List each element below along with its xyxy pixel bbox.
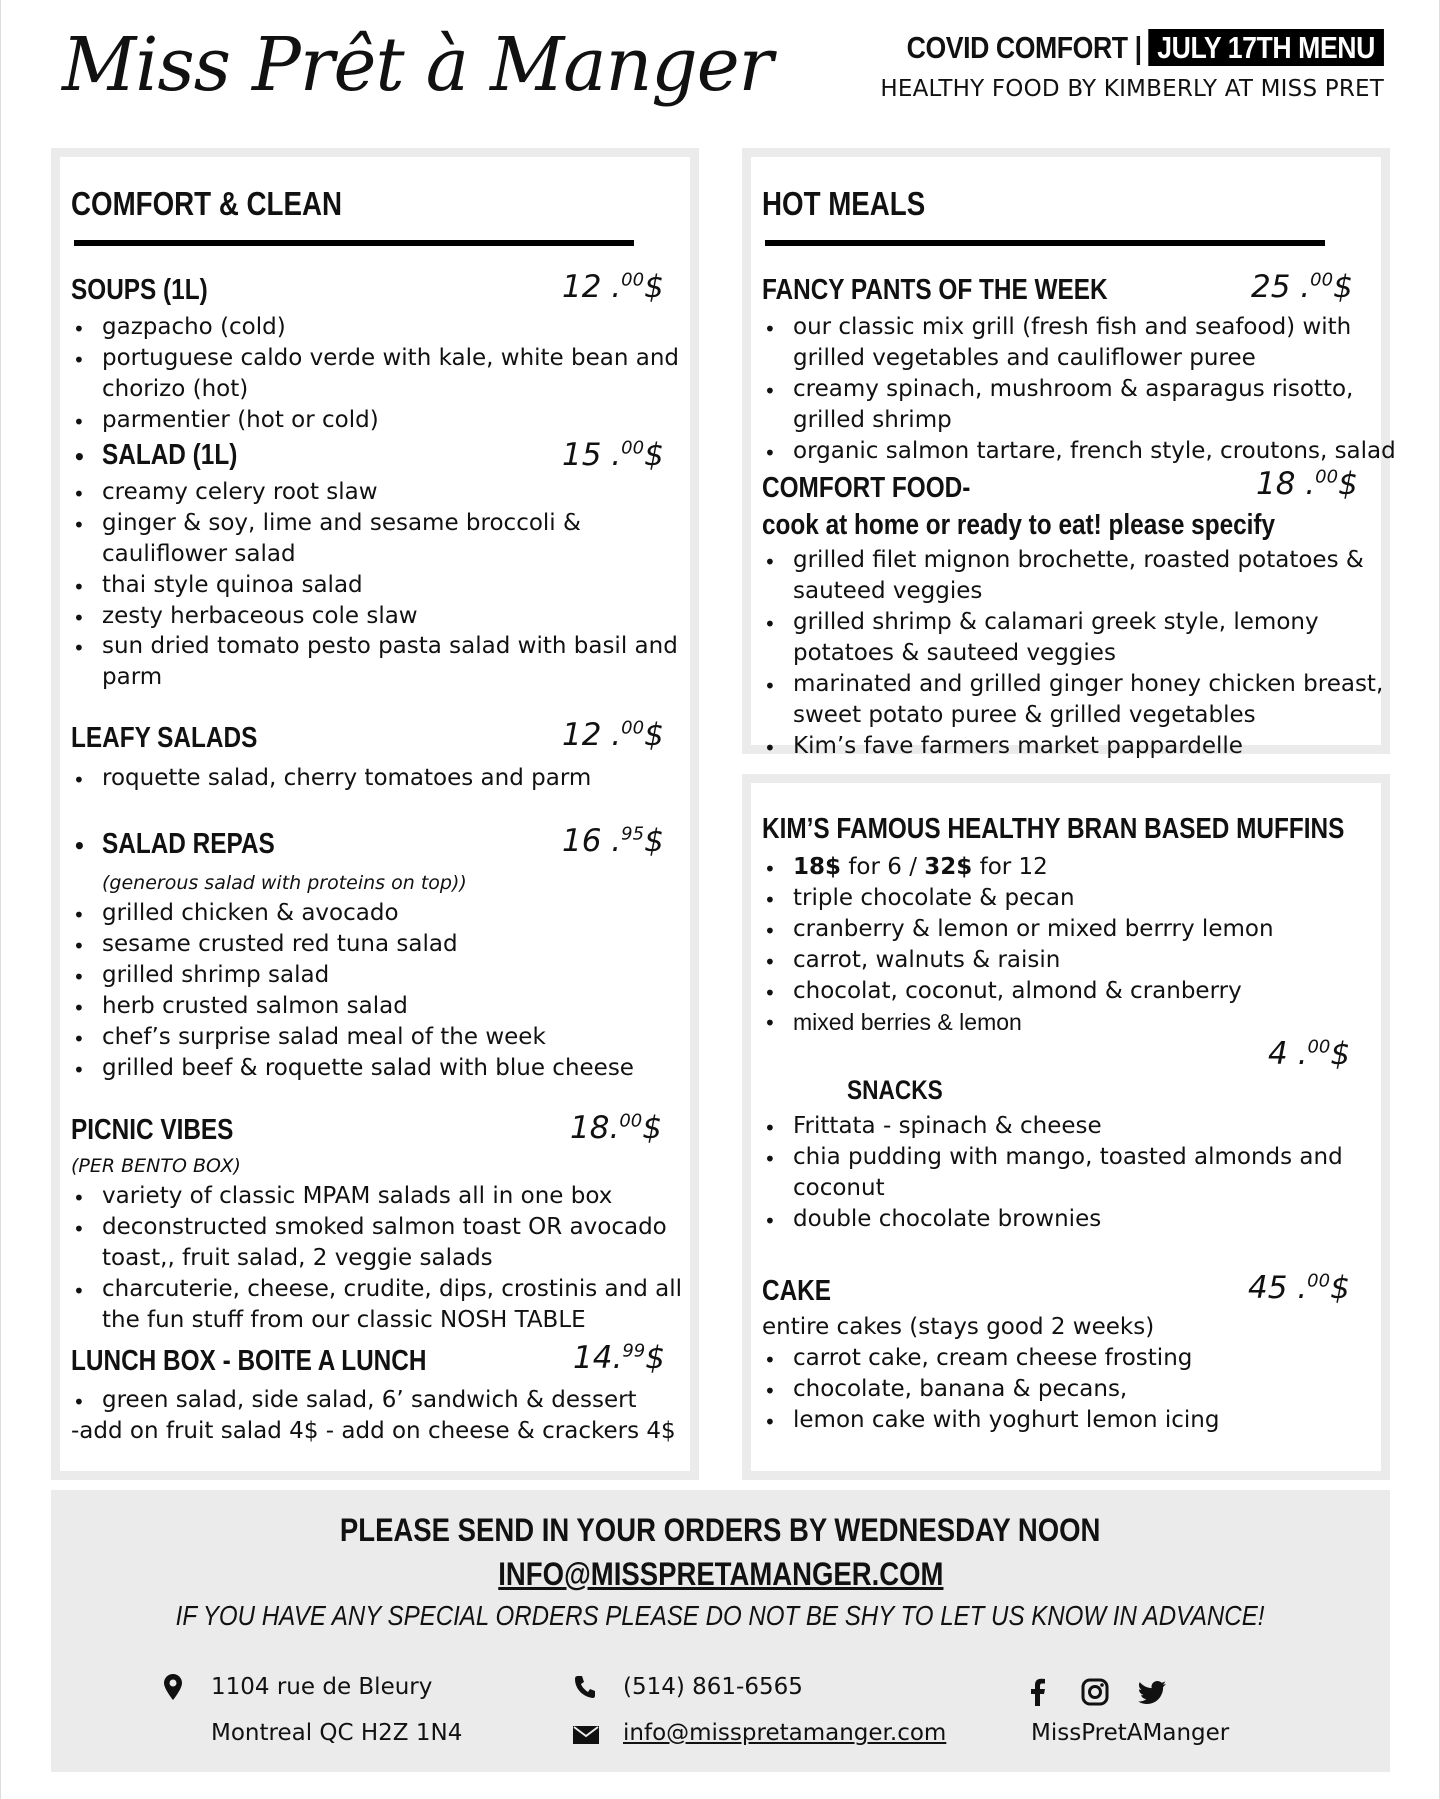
hot-meals-panel: HOT MEALS FANCY PANTS OF THE WEEK 25 .$^{00}$\$ • our classic mix grill (fresh fish and seafood) with grilled vegetables and cauliflower puree • creamy spinach, mushroom & asparagus risotto, grilled shrimp • organic salmon tartare, french style, croutons, salad COMFORT FOOD- 18 .$^{00}$\$ cook at home or ready to eat! please specify • grilled filet mignon brochette, roasted potatoes & sauteed veggies • grilled shrimp & calamari greek style, lemony potatoes & sauteed veggies • marinated and grilled ginger honey chicken breast, sweet potato puree & grilled vegetables • Kim’s fave farmers market pappardelle (742, 148, 1390, 754)
section-title-picnic: PICNIC VIBES (71, 1114, 234, 1146)
email-link[interactable]: info@misspretamanger.com (623, 1720, 947, 1746)
social-handle[interactable]: MissPretAManger (1031, 1720, 1230, 1746)
list-item: chocolate, banana & pecans, (793, 1376, 1128, 1402)
panel-title: COMFORT & CLEAN (71, 185, 343, 222)
price-snacks: 4 .$^{00}$\$ (1268, 1036, 1351, 1072)
list-item: grilled chicken & avocado (102, 900, 399, 926)
menu-date: JULY 17TH MENU (1149, 29, 1384, 66)
section-title-lunch: LUNCH BOX - BOITE A LUNCH (71, 1345, 427, 1377)
price-picnic: 18.00$ (570, 1110, 662, 1146)
section-title-salad: SALAD (1L) (102, 439, 238, 471)
list-item: chia pudding with mango, toasted almonds and (793, 1144, 1343, 1170)
list-item: lemon cake with yoghurt lemon icing (793, 1407, 1220, 1433)
list-item: chocolat, coconut, almond & cranberry (793, 978, 1242, 1004)
envelope-icon (573, 1726, 599, 1744)
list-item: thai style quinoa salad (102, 572, 363, 598)
menu-title (907, 30, 1384, 66)
list-item: organic salmon tartare, french style, croutons, salad (793, 438, 1396, 464)
section-title-comfort: COMFORT FOOD- (762, 472, 971, 504)
special-orders-note: IF YOU HAVE ANY SPECIAL ORDERS PLEASE DO NOT BE SHY TO LET US KNOW IN ADVANCE! (176, 1600, 1265, 1631)
price-lunch: 14.99$ (573, 1340, 665, 1376)
list-item: grilled shrimp salad (102, 962, 330, 988)
logo: Miss Prêt à Manger (62, 22, 773, 108)
list-item: herb crusted salmon salad (102, 993, 408, 1019)
title-prefix: COVID COMFORT | (907, 30, 1143, 65)
section-title-repas: SALAD REPAS (102, 828, 275, 860)
list-item: ginger & soy, lime and sesame broccoli & (102, 510, 581, 536)
header-right (829, 30, 1384, 102)
panel-title: HOT MEALS (762, 185, 926, 222)
list-item: Frittata - spinach & cheese (793, 1113, 1102, 1139)
list-item: our classic mix grill (fresh fish and seafood) with (793, 314, 1352, 340)
comfort-subhead: cook at home or ready to eat! please specify (762, 509, 1276, 541)
list-item: mixed berries & lemon (793, 1009, 1022, 1035)
instagram-icon[interactable] (1081, 1678, 1109, 1706)
list-item: sauteed veggies (793, 578, 983, 604)
list-item: grilled beef & roquette salad with blue cheese (102, 1055, 634, 1081)
muffins-panel: KIM’S FAMOUS HEALTHY BRAN BASED MUFFINS • 18$ for 6 / 32$ for 12 • triple chocolate & pecan • cranberry & lemon or mixed berrry lemon • carrot, walnuts & raisin • chocolat, coconut, almond & cranberry • mixed berries & lemon 4 .$^{00}$\$ SNACKS • Frittata - spinach & cheese • chia pudding with mango, toasted almonds and coconut • double chocolate brownies CAKE 45 .$^{00}$\$ entire cakes (stays good 2 weeks) • carrot cake, cream cheese frosting • chocolate, banana & pecans, • lemon cake with yoghurt lemon icing (742, 774, 1390, 1480)
section-title-cake: CAKE (762, 1275, 832, 1307)
list-item: green salad, side salad, 6’ sandwich & dessert (102, 1387, 637, 1413)
address-line-1: 1104 rue de Bleury (211, 1674, 433, 1700)
list-item: creamy spinach, mushroom & asparagus risotto, (793, 376, 1354, 402)
price-soups: 12 .$^{00}$\$ (562, 269, 664, 305)
section-title-muffins: KIM’S FAMOUS HEALTHY BRAN BASED MUFFINS (762, 813, 1345, 845)
cake-desc: entire cakes (stays good 2 weeks) (762, 1314, 1155, 1340)
price-salad: 15 .$^{00}$\$ (562, 437, 664, 473)
footer (51, 1490, 1390, 1772)
muffin-pricing: 18$ for 6 / 32$ for 12 (793, 854, 1048, 880)
phone-number[interactable]: (514) 861-6565 (623, 1674, 803, 1700)
list-item: gazpacho (cold) (102, 314, 286, 340)
list-item: zesty herbaceous cole slaw (102, 603, 418, 629)
list-item: portuguese caldo verde with kale, white bean and (102, 345, 680, 371)
list-item: grilled filet mignon brochette, roasted potatoes & (793, 547, 1364, 573)
twitter-icon[interactable] (1138, 1681, 1166, 1704)
list-item: charcuterie, cheese, crudite, dips, crostinis and all (102, 1276, 682, 1302)
location-pin-icon (164, 1674, 182, 1700)
list-item: coconut (793, 1175, 885, 1201)
list-item: double chocolate brownies (793, 1206, 1102, 1232)
phone-icon (574, 1675, 596, 1699)
lunch-addon: -add on fruit salad 4$ - add on cheese & crackers 4$ (71, 1418, 676, 1444)
list-item: grilled shrimp (793, 407, 952, 433)
price-comfort: 18 .$^{00}$\$ (1256, 466, 1358, 502)
list-item: parm (102, 664, 163, 690)
comfort-clean-panel: COMFORT & CLEAN SOUPS (1L) 12 .$^{00}$\$ • gazpacho (cold) • portuguese caldo verde with kale, white bean and chorizo (hot) • parmentier (hot or cold) • SALAD (1L) 15 .$^{00}$\$ • creamy celery root slaw • ginger & soy, lime and sesame broccoli & cauliflower salad • thai style quinoa salad • zesty herbaceous cole slaw • sun dried tomato pesto pasta salad with basil and parm LEAFY SALADS 12 .$^{00}$\$ • roquette salad, cherry tomatoes and parm • SALAD REPAS 16 .$^{95}$\$ (generous salad with proteins on top)) • grilled chicken & avocado • sesame crusted red tuna salad • grilled shrimp salad • herb crusted salmon salad • chef’s surprise salad meal of the week • grilled beef & roquette salad with blue cheese PICNIC VIBES 18.00$ (PER BENTO BOX) • variety of classic MPAM salads all in one box • deconstructed smoked salmon toast OR avocado toast,, fruit salad, 2 veggie salads • charcuterie, cheese, crudite, dips, crostinis and all the fun stuff from our classic NOSH TABLE LUNCH BOX - BOITE A LUNCH 14.99$ • green salad, side salad, 6’ sandwich & dessert -add on fruit salad 4$ - add on cheese & crackers 4$ (51, 148, 699, 1480)
list-item: sesame crusted red tuna salad (102, 931, 458, 957)
list-item: sweet potato puree & grilled vegetables (793, 702, 1256, 728)
facebook-icon[interactable] (1030, 1678, 1046, 1706)
list-item: triple chocolate & pecan (793, 885, 1075, 911)
list-item: carrot, walnuts & raisin (793, 947, 1061, 973)
list-item: cauliflower salad (102, 541, 296, 567)
list-item: marinated and grilled ginger honey chicken breast, (793, 671, 1384, 697)
price-fancy: 25 .$^{00}$\$ (1251, 269, 1353, 305)
section-title-fancy: FANCY PANTS OF THE WEEK (762, 274, 1108, 306)
section-title-leafy: LEAFY SALADS (71, 722, 258, 754)
list-item: deconstructed smoked salmon toast OR avocado (102, 1214, 667, 1240)
order-deadline: PLEASE SEND IN YOUR ORDERS BY WEDNESDAY NOON (340, 1512, 1101, 1548)
section-note: (PER BENTO BOX) (71, 1155, 241, 1177)
list-item: carrot cake, cream cheese frosting (793, 1345, 1193, 1371)
list-item: chorizo (hot) (102, 376, 249, 402)
address-line-2: Montreal QC H2Z 1N4 (211, 1720, 463, 1746)
list-item: potatoes & sauteed veggies (793, 640, 1116, 666)
panel-rule (765, 240, 1325, 246)
list-item: chef’s surprise salad meal of the week (102, 1024, 546, 1050)
list-item: variety of classic MPAM salads all in one box (102, 1183, 613, 1209)
list-item: the fun stuff from our classic NOSH TABLE (102, 1307, 586, 1333)
list-item: Kim’s fave farmers market pappardelle (793, 733, 1243, 759)
list-item: grilled shrimp & calamari greek style, lemony (793, 609, 1319, 635)
list-item: sun dried tomato pesto pasta salad with basil and (102, 633, 678, 659)
list-item: toast,, fruit salad, 2 veggie salads (102, 1245, 493, 1271)
list-item: grilled vegetables and cauliflower puree (793, 345, 1256, 371)
panel-rule (74, 240, 634, 246)
list-item: roquette salad, cherry tomatoes and parm (102, 765, 592, 791)
section-title-snacks: SNACKS (847, 1075, 943, 1105)
list-item: cranberry & lemon or mixed berrry lemon (793, 916, 1274, 942)
order-email-link[interactable]: INFO@MISSPRETAMANGER.COM (497, 1556, 944, 1592)
price-cake: 45 .$^{00}$\$ (1248, 1270, 1350, 1306)
section-note: (generous salad with proteins on top)) (102, 872, 467, 894)
list-item: creamy celery root slaw (102, 479, 378, 505)
menu-subtitle: HEALTHY FOOD BY KIMBERLY AT MISS PRET (880, 76, 1384, 102)
list-item: parmentier (hot or cold) (102, 407, 379, 433)
section-title-soups: SOUPS (1L) (71, 274, 208, 306)
price-leafy: 12 .$^{00}$\$ (562, 717, 664, 753)
price-repas: 16 .$^{95}$\$ (562, 823, 664, 859)
